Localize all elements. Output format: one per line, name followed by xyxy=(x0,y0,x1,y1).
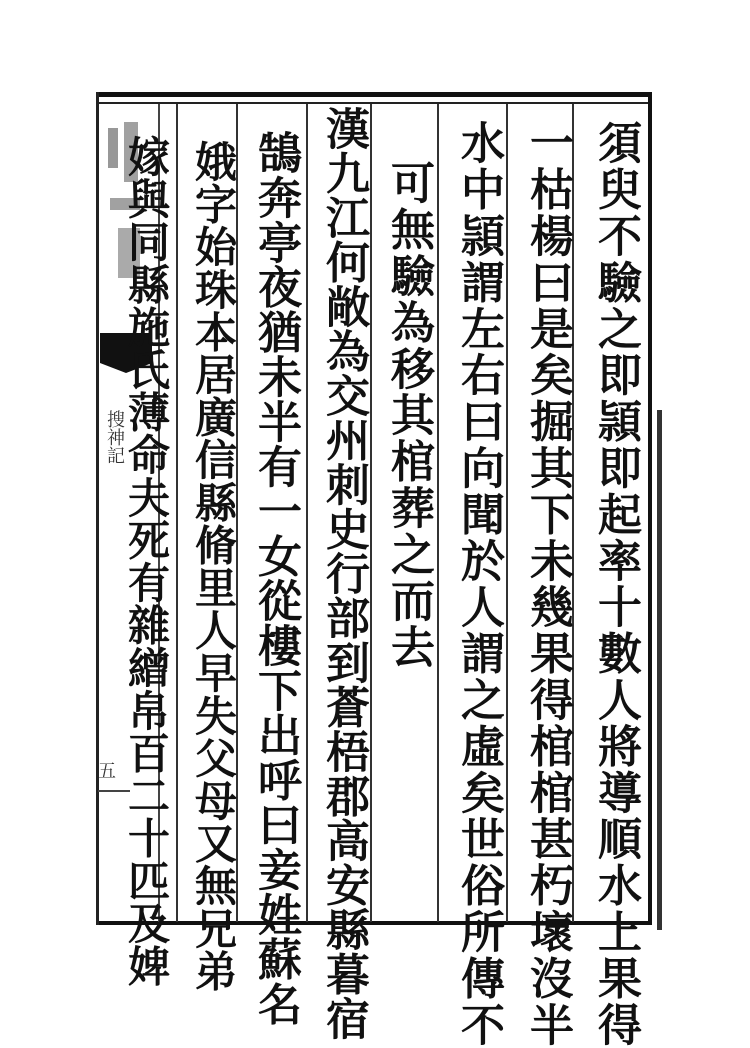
book-title: 搜神記 xyxy=(104,410,125,464)
text-column-7: 娥字始珠本居廣信縣脩里人早失父母又無兄弟 xyxy=(189,140,238,992)
left-border xyxy=(96,92,99,925)
text-column-8: 嫁與同縣施氏薄命夫死有雜繒帛百二十匹及婢 xyxy=(122,135,171,987)
top-inner-border xyxy=(96,102,652,104)
text-column-5: 漢九江何敞為交州刺史行部到蒼梧郡高安縣暮宿 xyxy=(318,106,369,1041)
page-number: 五 xyxy=(98,761,116,782)
column-divider xyxy=(176,104,178,922)
binding-shadow xyxy=(657,410,662,930)
text-column-3: 水中頴謂左右曰向聞於人謂之虛矣世俗所傳不 xyxy=(453,120,504,1048)
right-border xyxy=(648,92,652,925)
text-column-2: 一枯楊曰是矣掘其下未幾果得棺棺甚朽壞沒半 xyxy=(522,120,573,1048)
text-column-6: 鵠奔亭夜猶未半有一女從樓下出呼曰妾姓蘇名 xyxy=(250,130,301,1026)
text-column-4: 可無驗為移其棺葬之而去 xyxy=(383,160,434,671)
column-divider xyxy=(306,104,308,922)
text-column-1: 須臾不驗之即頴即起率十數人將導順水上果得 xyxy=(590,120,641,1048)
top-border xyxy=(96,92,652,97)
